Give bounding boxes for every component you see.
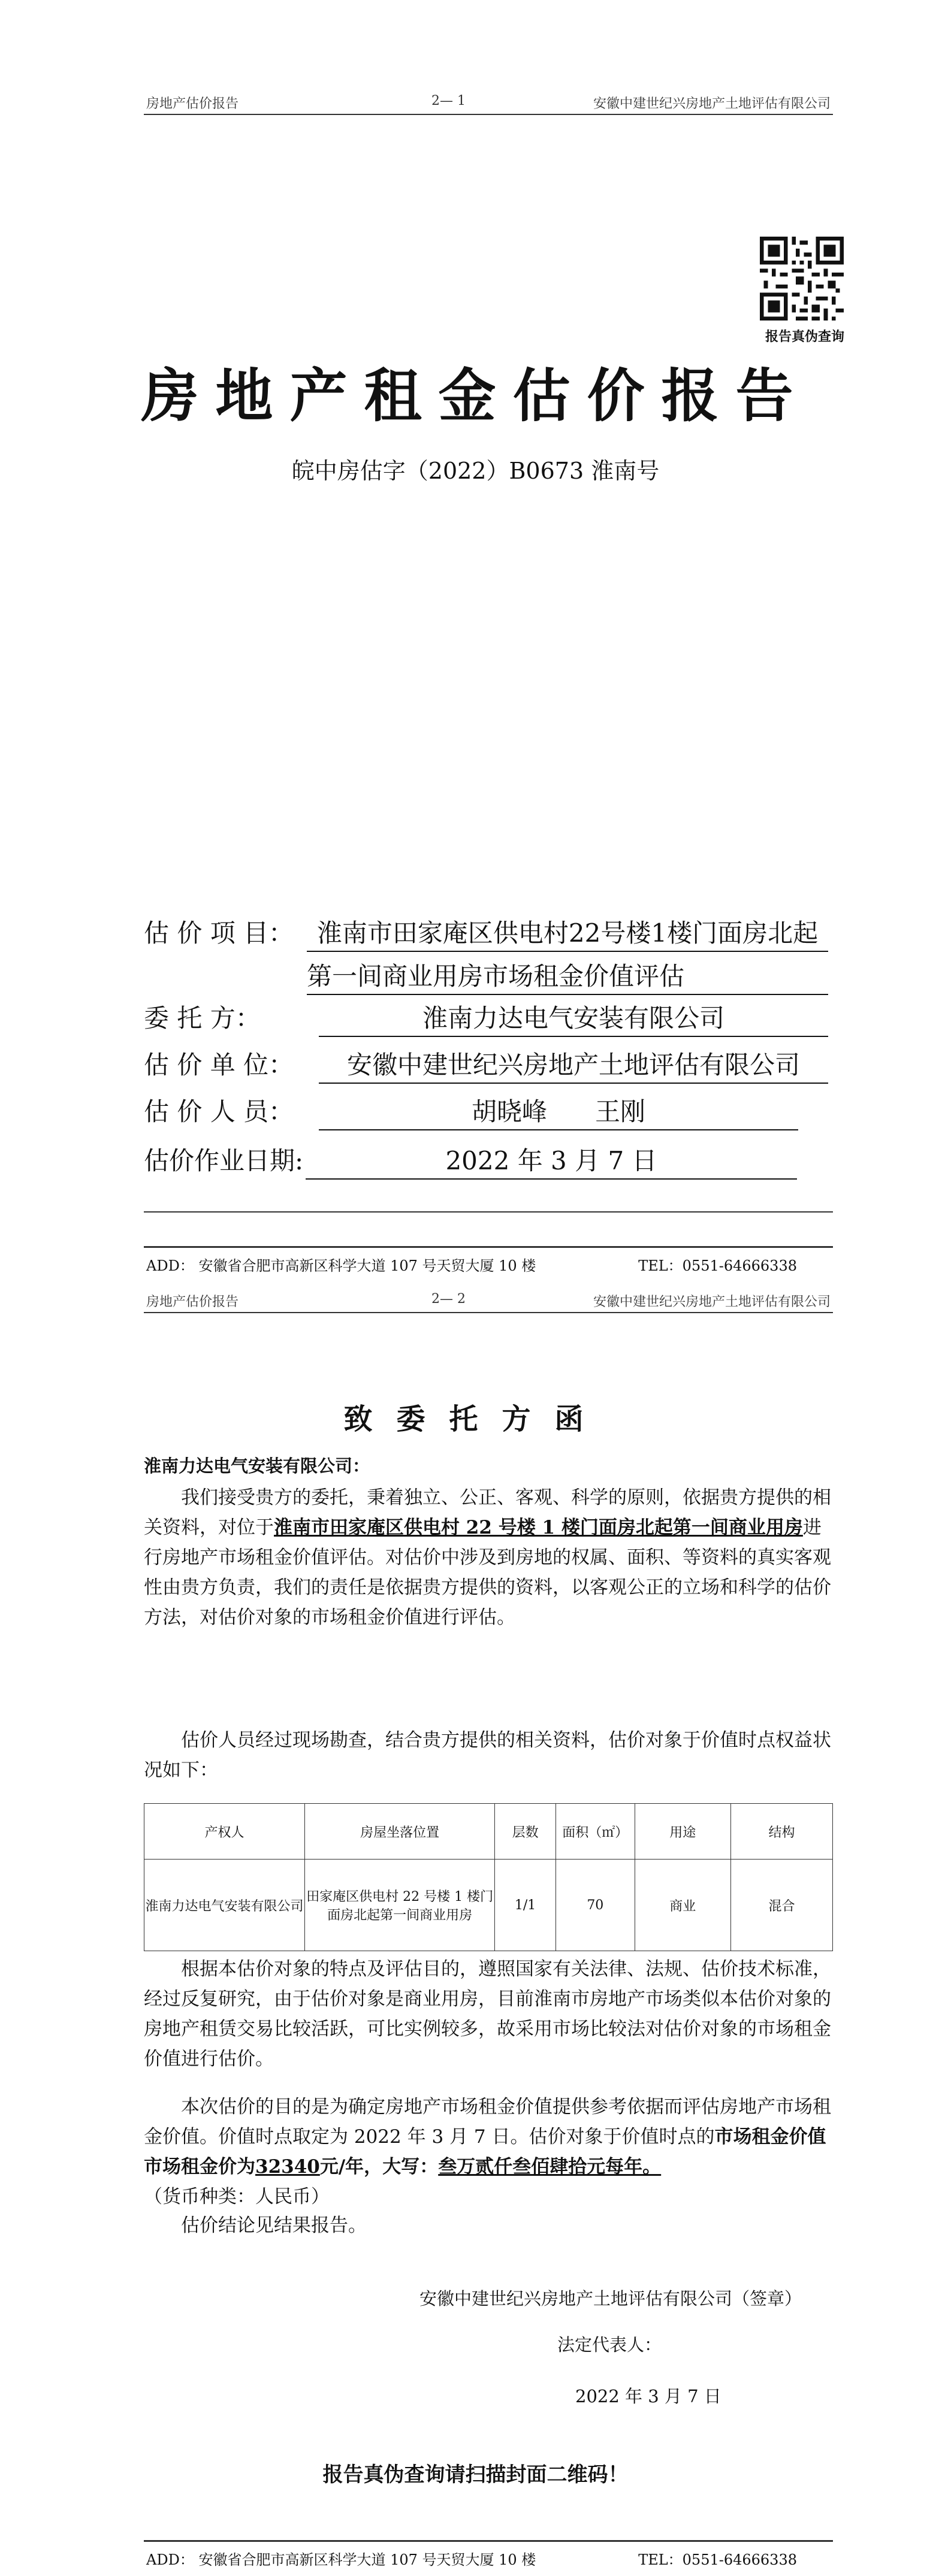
property-table — [144, 1803, 833, 1951]
project-label: 估 价 项 目： — [144, 918, 294, 948]
footer-address: ADD： 安徽省合肥市高新区科学大道 107 号天贸大厦 10 楼 — [146, 1257, 536, 1274]
p1-text-a: 我们接受贵方的委托，秉着独立、公正、客观、科学的原则，依据贵方提供的相关资料，对位于 — [144, 1487, 831, 1538]
col-location: 房屋坐落位置 — [305, 1804, 495, 1860]
header-left: 房地产估价报告 — [146, 96, 239, 111]
page-footer — [144, 2540, 833, 2566]
col-owner: 产权人 — [144, 1804, 305, 1860]
rent-amount: 32340 — [255, 2156, 320, 2178]
staff-label: 估 价 人 员： — [144, 1097, 294, 1126]
addressee: 淮南力达电气安装有限公司： — [144, 1456, 370, 1476]
report-title: 房地产租金估价报告 — [141, 362, 810, 430]
col-floors: 层数 — [495, 1804, 556, 1860]
unit-label: 估 价 单 位： — [144, 1050, 294, 1080]
document-number: 皖中房估字（2022）B0673 淮南号 — [291, 458, 660, 484]
client-label: 委 托 方： — [144, 1003, 261, 1033]
p4-currency: （货币种类：人民币） — [144, 2186, 330, 2208]
col-area: 面积（㎡） — [555, 1804, 635, 1860]
divider — [144, 1211, 833, 1213]
paragraph-1 — [144, 1483, 833, 1632]
cell-location: 田家庵区供电村 22 号楼 1 楼门面房北起第一间商业用房 — [305, 1860, 495, 1951]
header-left: 房地产估价报告 — [146, 1295, 239, 1310]
project-value-line1: 淮南市田家庵区供电村22号楼1楼门面房北起 — [307, 914, 828, 952]
cell-use: 商业 — [635, 1860, 730, 1951]
header-page-number: 2— 1 — [431, 93, 466, 108]
page-header — [144, 1289, 833, 1313]
legal-representative: 法定代表人： — [557, 2335, 662, 2355]
client-value: 淮南力达电气安装有限公司 — [319, 999, 828, 1037]
cover-page — [0, 0, 951, 1282]
page-footer — [144, 1246, 833, 1272]
date-label: 估价作业日期: — [144, 1146, 304, 1175]
col-structure: 结构 — [730, 1804, 832, 1860]
header-right: 安徽中建世纪兴房地产土地评估有限公司 — [593, 96, 831, 111]
p1-property-address: 淮南市田家庵区供电村 22 号楼 1 楼门面房北起第一间商业用房 — [274, 1517, 803, 1538]
date-value: 2022 年 3 月 7 日 — [306, 1141, 797, 1180]
table-header-row — [144, 1804, 833, 1860]
project-value-line2: 第一间商业用房市场租金价值评估 — [307, 957, 828, 995]
p4-text-d: 元/年，大写： — [319, 2156, 439, 2178]
p4-text-a: 本次估价的目的是为确定房地产市场租金价值提供参考依据而评估房地产市场租金价值。价值时点取定为 2022 年 3 月 7 日。估价对象于价值时点的 — [144, 2096, 831, 2148]
header-page-number: 2— 2 — [431, 1292, 466, 1307]
p4-bold-label-2: 市场租金价为 — [144, 2156, 255, 2178]
paragraph-5: 估价结论见结果报告。 — [181, 2215, 367, 2236]
page-header — [144, 91, 833, 115]
qr-code-icon[interactable] — [760, 237, 844, 321]
paragraph-2: 估价人员经过现场勘查，结合贵方提供的相关资料，估价对象于价值时点权益状况如下： — [144, 1730, 831, 1781]
footer-tel: TEL：0551-64666338 — [638, 2551, 797, 2568]
rent-amount-words: 叁万贰仟叁佰肆拾元每年。 — [438, 2156, 662, 2178]
signature-date: 2022 年 3 月 7 日 — [575, 2386, 721, 2406]
p4-bold-label: 市场租金价值 — [714, 2126, 826, 2148]
header-right: 安徽中建世纪兴房地产土地评估有限公司 — [593, 1295, 831, 1310]
table-row — [144, 1860, 833, 1951]
letter-title: 致委托方函 — [343, 1402, 608, 1436]
col-use: 用途 — [635, 1804, 730, 1860]
signature-company: 安徽中建世纪兴房地产土地评估有限公司（签章） — [419, 2288, 802, 2309]
footer-tel: TEL：0551-64666338 — [638, 1257, 797, 1274]
unit-value: 安徽中建世纪兴房地产土地评估有限公司 — [319, 1045, 828, 1084]
paragraph-4 — [144, 2092, 833, 2212]
cell-owner: 淮南力达电气安装有限公司 — [144, 1860, 305, 1951]
cell-structure: 混合 — [730, 1860, 832, 1951]
letter-page — [0, 1282, 951, 2576]
staff-value: 胡晓峰 王刚 — [319, 1092, 798, 1130]
cell-area: 70 — [555, 1860, 635, 1951]
qr-label: 报告真伪查询 — [765, 329, 844, 344]
cell-floors: 1/1 — [495, 1860, 556, 1951]
paragraph-3: 根据本估价对象的特点及评估目的，遵照国家有关法律、法规、估价技术标准，经过反复研究，由于估价对象是商业用房，目前淮南市房地产市场类似本估价对象的房地产租赁交易比较活跃，可比实例较多，故采用市场比较法对估价对象的市场租金价值进行估价。 — [144, 1958, 831, 2070]
p1-text-b: 进行房地产市场租金价值评估。对估价中涉及到房地的权属、面积、等资料的真实客观性由贵方负责，我们的责任是依据贵方提供的资料，以客观公正的立场和科学的估价方法，对估价对象的市场租金价值进行评估。 — [144, 1517, 831, 1628]
footer-address: ADD： 安徽省合肥市高新区科学大道 107 号天贸大厦 10 楼 — [146, 2551, 536, 2568]
verify-note: 报告真伪查询请扫描封面二维码！ — [322, 2463, 629, 2487]
